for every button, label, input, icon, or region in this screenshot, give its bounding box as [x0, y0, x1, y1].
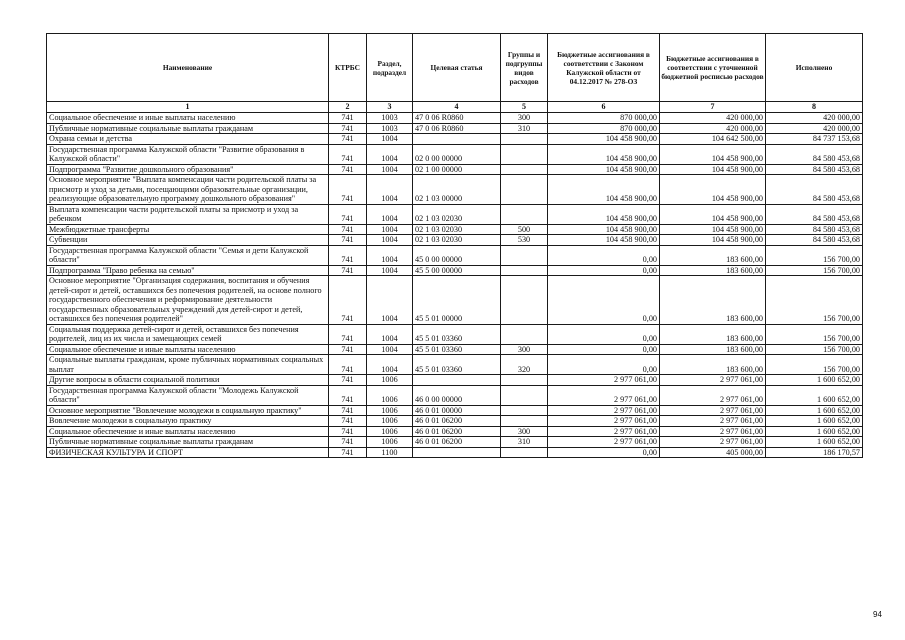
- cell-law-allocation: 2 977 061,00: [548, 385, 660, 405]
- cell-target: 46 0 01 06200: [413, 416, 501, 427]
- cell-law-allocation: 104 458 900,00: [548, 175, 660, 205]
- cell-target: 46 0 01 00000: [413, 405, 501, 416]
- cell-target: 02 1 00 00000: [413, 164, 501, 175]
- cell-executed: 84 580 453,68: [766, 204, 863, 224]
- cell-target: 45 5 00 00000: [413, 265, 501, 276]
- cell-target: [413, 375, 501, 386]
- cell-name: Социальная поддержка детей-сирот и детей, оставшихся без попечения родителей, лиц из их числа и замещающих семей: [47, 324, 329, 344]
- cell-razdel: 1004: [367, 164, 413, 175]
- table-body: [47, 113, 863, 458]
- cell-law-allocation: 0,00: [548, 355, 660, 375]
- cell-executed: 156 700,00: [766, 324, 863, 344]
- cell-refined-allocation: 2 977 061,00: [660, 385, 766, 405]
- table-row: [47, 123, 863, 134]
- cell-name: Государственная программа Калужской области "Семья и дети Калужской области": [47, 245, 329, 265]
- cell-group: [501, 265, 548, 276]
- cell-target: 46 0 01 06200: [413, 426, 501, 437]
- cell-law-allocation: 870 000,00: [548, 113, 660, 124]
- cell-ktrbs: 741: [329, 204, 367, 224]
- cell-group: 500: [501, 224, 548, 235]
- cell-group: [501, 175, 548, 205]
- table-row: [47, 245, 863, 265]
- cell-executed: 1 600 652,00: [766, 416, 863, 427]
- cell-law-allocation: 104 458 900,00: [548, 164, 660, 175]
- cell-ktrbs: 741: [329, 134, 367, 145]
- header-razdel: Раздел, подраздел: [367, 34, 413, 102]
- cell-refined-allocation: 2 977 061,00: [660, 437, 766, 448]
- table-row: [47, 405, 863, 416]
- cell-target: 02 1 03 00000: [413, 175, 501, 205]
- cell-refined-allocation: 2 977 061,00: [660, 405, 766, 416]
- cell-name: Социальное обеспечение и иные выплаты населению: [47, 113, 329, 124]
- table-row: [47, 416, 863, 427]
- cell-ktrbs: 741: [329, 113, 367, 124]
- cell-target: 45 5 01 03360: [413, 355, 501, 375]
- cell-refined-allocation: 2 977 061,00: [660, 426, 766, 437]
- cell-razdel: 1006: [367, 426, 413, 437]
- table-row: [47, 134, 863, 145]
- cell-target: 45 5 01 03360: [413, 324, 501, 344]
- table-row: [47, 175, 863, 205]
- cell-name: Охрана семьи и детства: [47, 134, 329, 145]
- column-number-row: [47, 102, 863, 113]
- cell-ktrbs: 741: [329, 123, 367, 134]
- cell-group: [501, 276, 548, 325]
- cell-law-allocation: 2 977 061,00: [548, 405, 660, 416]
- cell-ktrbs: 741: [329, 144, 367, 164]
- cell-refined-allocation: 420 000,00: [660, 123, 766, 134]
- cell-target: [413, 134, 501, 145]
- cell-name: Другие вопросы в области социальной политики: [47, 375, 329, 386]
- cell-target: 02 1 03 02030: [413, 224, 501, 235]
- cell-group: [501, 204, 548, 224]
- cell-ktrbs: 741: [329, 164, 367, 175]
- cell-law-allocation: 104 458 900,00: [548, 235, 660, 246]
- cell-name: Подпрограмма "Право ребенка на семью": [47, 265, 329, 276]
- cell-ktrbs: 741: [329, 405, 367, 416]
- table-row: [47, 204, 863, 224]
- cell-name: ФИЗИЧЕСКАЯ КУЛЬТУРА И СПОРТ: [47, 447, 329, 458]
- table-row: [47, 276, 863, 325]
- cell-law-allocation: 0,00: [548, 276, 660, 325]
- header-group: Группы и подгруппы видов расходов: [501, 34, 548, 102]
- cell-razdel: 1004: [367, 344, 413, 355]
- cell-target: 02 1 03 02030: [413, 204, 501, 224]
- cell-ktrbs: 741: [329, 355, 367, 375]
- table-row: [47, 375, 863, 386]
- cell-executed: 84 737 153,68: [766, 134, 863, 145]
- cell-executed: 156 700,00: [766, 245, 863, 265]
- cell-name: Публичные нормативные социальные выплаты гражданам: [47, 437, 329, 448]
- cell-law-allocation: 104 458 900,00: [548, 204, 660, 224]
- cell-ktrbs: 741: [329, 426, 367, 437]
- cell-razdel: 1006: [367, 405, 413, 416]
- cell-razdel: 1004: [367, 235, 413, 246]
- cell-executed: 84 580 453,68: [766, 235, 863, 246]
- cell-group: [501, 385, 548, 405]
- cell-executed: 84 580 453,68: [766, 175, 863, 205]
- table-row: [47, 355, 863, 375]
- cell-group: [501, 416, 548, 427]
- cell-refined-allocation: 405 000,00: [660, 447, 766, 458]
- cell-ktrbs: 741: [329, 245, 367, 265]
- cell-refined-allocation: 104 458 900,00: [660, 224, 766, 235]
- cell-razdel: 1004: [367, 265, 413, 276]
- cell-razdel: 1004: [367, 144, 413, 164]
- cell-target: 46 0 01 06200: [413, 437, 501, 448]
- header-executed: Исполнено: [766, 34, 863, 102]
- cell-law-allocation: 104 458 900,00: [548, 134, 660, 145]
- header-law-allocation: Бюджетные ассигнования в соответствии с Законом Калужской области от 04.12.2017 № 278-ОЗ: [548, 34, 660, 102]
- cell-target: 45 5 01 03360: [413, 344, 501, 355]
- table-row: [47, 144, 863, 164]
- cell-law-allocation: 870 000,00: [548, 123, 660, 134]
- cell-group: 300: [501, 426, 548, 437]
- cell-ktrbs: 741: [329, 276, 367, 325]
- cell-razdel: 1004: [367, 134, 413, 145]
- cell-refined-allocation: 183 600,00: [660, 344, 766, 355]
- cell-law-allocation: 0,00: [548, 447, 660, 458]
- header-ktrbs: КТРБС: [329, 34, 367, 102]
- cell-group: 300: [501, 113, 548, 124]
- cell-refined-allocation: 104 458 900,00: [660, 175, 766, 205]
- table-row: [47, 113, 863, 124]
- cell-razdel: 1006: [367, 416, 413, 427]
- cell-refined-allocation: 104 642 500,00: [660, 134, 766, 145]
- cell-name: Основное мероприятие "Вовлечение молодежи в социальную практику": [47, 405, 329, 416]
- table-row: [47, 344, 863, 355]
- cell-name: Государственная программа Калужской области "Молодежь Калужской области": [47, 385, 329, 405]
- cell-name: Вовлечение молодежи в социальную практику: [47, 416, 329, 427]
- cell-name: Субвенции: [47, 235, 329, 246]
- cell-ktrbs: 741: [329, 437, 367, 448]
- cell-refined-allocation: 104 458 900,00: [660, 235, 766, 246]
- cell-executed: 420 000,00: [766, 113, 863, 124]
- cell-refined-allocation: 183 600,00: [660, 355, 766, 375]
- cell-executed: 420 000,00: [766, 123, 863, 134]
- column-number: 6: [548, 102, 660, 113]
- cell-group: [501, 144, 548, 164]
- cell-executed: 1 600 652,00: [766, 375, 863, 386]
- table-row: [47, 164, 863, 175]
- table-row: [47, 235, 863, 246]
- cell-law-allocation: 104 458 900,00: [548, 144, 660, 164]
- table-row: [47, 437, 863, 448]
- cell-name: Государственная программа Калужской области "Развитие образования в Калужской области": [47, 144, 329, 164]
- cell-ktrbs: 741: [329, 385, 367, 405]
- cell-target: 45 5 01 00000: [413, 276, 501, 325]
- cell-group: [501, 245, 548, 265]
- cell-executed: 84 580 453,68: [766, 144, 863, 164]
- cell-executed: 84 580 453,68: [766, 164, 863, 175]
- cell-group: [501, 134, 548, 145]
- cell-executed: 156 700,00: [766, 355, 863, 375]
- table-row: [47, 224, 863, 235]
- cell-group: [501, 405, 548, 416]
- cell-ktrbs: 741: [329, 344, 367, 355]
- cell-refined-allocation: 104 458 900,00: [660, 164, 766, 175]
- column-number: 4: [413, 102, 501, 113]
- cell-law-allocation: 0,00: [548, 344, 660, 355]
- cell-group: 310: [501, 123, 548, 134]
- cell-refined-allocation: 183 600,00: [660, 324, 766, 344]
- cell-executed: 156 700,00: [766, 344, 863, 355]
- cell-target: 46 0 00 00000: [413, 385, 501, 405]
- cell-razdel: 1004: [367, 204, 413, 224]
- cell-name: Социальное обеспечение и иные выплаты населению: [47, 426, 329, 437]
- cell-executed: 1 600 652,00: [766, 385, 863, 405]
- cell-razdel: 1004: [367, 276, 413, 325]
- table-row: [47, 385, 863, 405]
- column-number: 8: [766, 102, 863, 113]
- cell-law-allocation: 0,00: [548, 245, 660, 265]
- cell-name: Социальное обеспечение и иные выплаты населению: [47, 344, 329, 355]
- cell-name: Социальные выплаты гражданам, кроме публичных нормативных социальных выплат: [47, 355, 329, 375]
- column-number: 1: [47, 102, 329, 113]
- cell-group: [501, 447, 548, 458]
- cell-group: [501, 324, 548, 344]
- cell-executed: 156 700,00: [766, 265, 863, 276]
- cell-razdel: 1003: [367, 123, 413, 134]
- table-header-row: [47, 34, 863, 102]
- column-number: 2: [329, 102, 367, 113]
- cell-executed: 186 170,57: [766, 447, 863, 458]
- cell-ktrbs: 741: [329, 447, 367, 458]
- cell-law-allocation: 2 977 061,00: [548, 375, 660, 386]
- table-row: [47, 447, 863, 458]
- cell-ktrbs: 741: [329, 235, 367, 246]
- header-target: Целевая статья: [413, 34, 501, 102]
- table-row: [47, 265, 863, 276]
- cell-ktrbs: 741: [329, 175, 367, 205]
- cell-executed: 156 700,00: [766, 276, 863, 325]
- header-refined-allocation: Бюджетные ассигнования в соответствии с уточненной бюджетной росписью расходов: [660, 34, 766, 102]
- cell-refined-allocation: 183 600,00: [660, 276, 766, 325]
- cell-group: [501, 164, 548, 175]
- cell-ktrbs: 741: [329, 416, 367, 427]
- cell-law-allocation: 0,00: [548, 265, 660, 276]
- cell-law-allocation: 0,00: [548, 324, 660, 344]
- table-row: [47, 426, 863, 437]
- cell-executed: 1 600 652,00: [766, 426, 863, 437]
- cell-law-allocation: 2 977 061,00: [548, 426, 660, 437]
- cell-name: Публичные нормативные социальные выплаты гражданам: [47, 123, 329, 134]
- cell-ktrbs: 741: [329, 324, 367, 344]
- cell-razdel: 1004: [367, 324, 413, 344]
- cell-group: 310: [501, 437, 548, 448]
- cell-razdel: 1003: [367, 113, 413, 124]
- cell-group: 300: [501, 344, 548, 355]
- cell-target: 47 0 06 R0860: [413, 113, 501, 124]
- cell-target: 47 0 06 R0860: [413, 123, 501, 134]
- cell-refined-allocation: 104 458 900,00: [660, 204, 766, 224]
- header-name: Наименование: [47, 34, 329, 102]
- cell-razdel: 1004: [367, 355, 413, 375]
- cell-target: 02 0 00 00000: [413, 144, 501, 164]
- cell-razdel: 1004: [367, 224, 413, 235]
- cell-refined-allocation: 2 977 061,00: [660, 416, 766, 427]
- column-number: 5: [501, 102, 548, 113]
- cell-target: [413, 447, 501, 458]
- column-number: 3: [367, 102, 413, 113]
- cell-name: Основное мероприятие "Выплата компенсации части родительской платы за присмотр и уход за детьми, посещающими образовательные организации, реализующие образовательную программу дошкольного образования": [47, 175, 329, 205]
- cell-name: Основное мероприятие "Организация содержания, воспитания и обучения детей-сирот и детей, оставшихся без попечения родителей, на основе полного государственного обеспечения и реформирование деятельности государственных образовательных учреждений для детей-сирот и детей, оставшихся без попечения родителей": [47, 276, 329, 325]
- cell-executed: 1 600 652,00: [766, 437, 863, 448]
- cell-law-allocation: 2 977 061,00: [548, 437, 660, 448]
- column-number: 7: [660, 102, 766, 113]
- cell-refined-allocation: 183 600,00: [660, 245, 766, 265]
- cell-law-allocation: 104 458 900,00: [548, 224, 660, 235]
- cell-target: 02 1 03 02030: [413, 235, 501, 246]
- cell-refined-allocation: 183 600,00: [660, 265, 766, 276]
- budget-table: [46, 33, 863, 458]
- cell-refined-allocation: 104 458 900,00: [660, 144, 766, 164]
- page-number: 94: [873, 610, 882, 619]
- cell-razdel: 1004: [367, 175, 413, 205]
- cell-ktrbs: 741: [329, 265, 367, 276]
- cell-executed: 84 580 453,68: [766, 224, 863, 235]
- cell-executed: 1 600 652,00: [766, 405, 863, 416]
- cell-group: 530: [501, 235, 548, 246]
- cell-razdel: 1004: [367, 245, 413, 265]
- cell-ktrbs: 741: [329, 224, 367, 235]
- cell-razdel: 1006: [367, 385, 413, 405]
- cell-name: Выплата компенсации части родительской платы за присмотр и уход за ребенком: [47, 204, 329, 224]
- cell-name: Подпрограмма "Развитие дошкольного образования": [47, 164, 329, 175]
- cell-target: 45 0 00 00000: [413, 245, 501, 265]
- cell-group: 320: [501, 355, 548, 375]
- cell-razdel: 1006: [367, 437, 413, 448]
- cell-group: [501, 375, 548, 386]
- cell-razdel: 1006: [367, 375, 413, 386]
- cell-refined-allocation: 2 977 061,00: [660, 375, 766, 386]
- table-row: [47, 324, 863, 344]
- cell-ktrbs: 741: [329, 375, 367, 386]
- cell-name: Межбюджетные трансферты: [47, 224, 329, 235]
- cell-refined-allocation: 420 000,00: [660, 113, 766, 124]
- cell-law-allocation: 2 977 061,00: [548, 416, 660, 427]
- cell-razdel: 1100: [367, 447, 413, 458]
